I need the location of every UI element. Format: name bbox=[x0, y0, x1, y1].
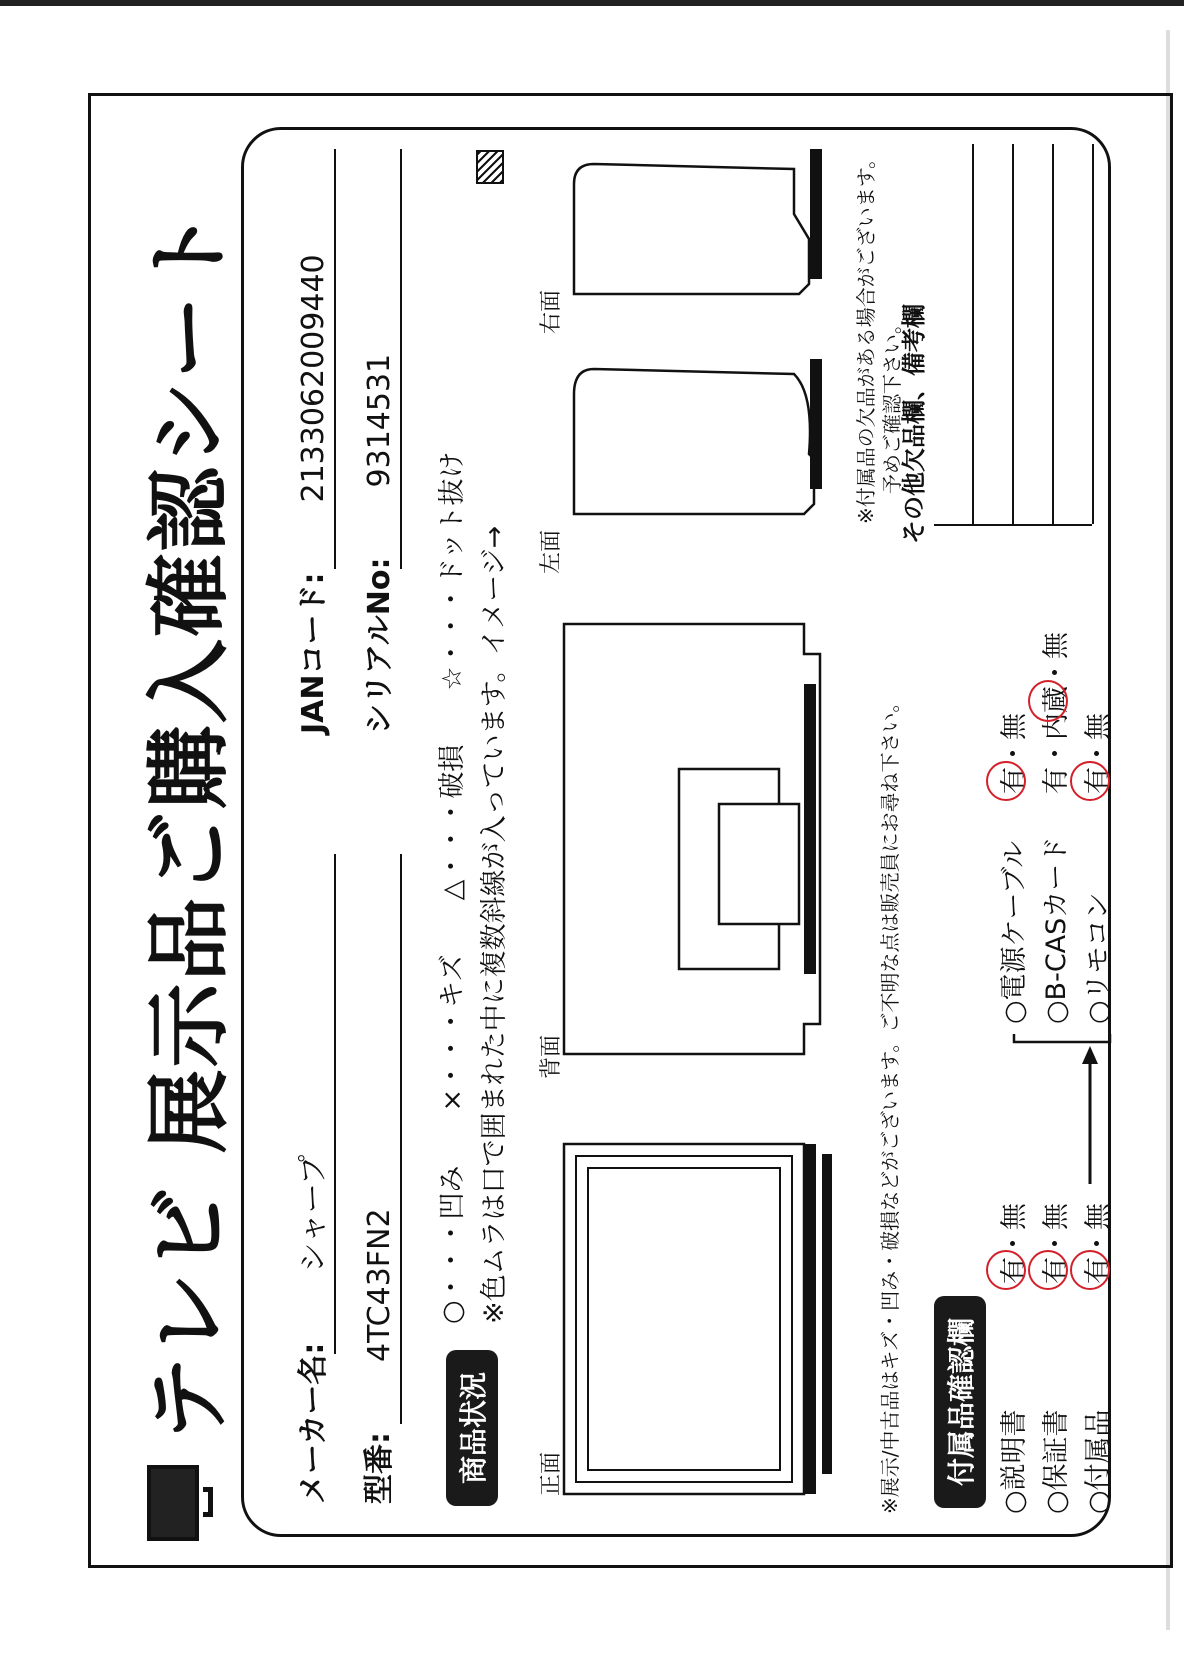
power-cable-yes-no: 有・無 bbox=[999, 713, 1030, 794]
bracket-arrow bbox=[1014, 1034, 1114, 1184]
model-underline bbox=[400, 854, 402, 1424]
jan-field bbox=[288, 254, 332, 734]
serial-field bbox=[354, 354, 398, 734]
confirmation-sheet bbox=[88, 93, 1173, 1568]
accessories-heading: 付属品確認欄 bbox=[934, 1296, 986, 1508]
back-label: 背面 bbox=[539, 1034, 564, 1079]
jan-value: 2133062009440 bbox=[296, 254, 331, 503]
bcas-label: ○B-CASカード bbox=[1041, 836, 1072, 1024]
power-cable-label: ○電源ケーブル bbox=[999, 840, 1030, 1024]
remarks-lines bbox=[934, 144, 1094, 524]
condition-heading: 商品状況 bbox=[446, 1350, 498, 1506]
tv-icon bbox=[147, 1463, 217, 1541]
accessories-label: ○付属品 bbox=[1083, 1409, 1114, 1514]
right-label: 右面 bbox=[539, 289, 564, 334]
jan-label: JANコード: bbox=[296, 572, 331, 734]
maker-field bbox=[288, 1155, 332, 1504]
remarks-label: その他欠品欄、備考欄 bbox=[900, 304, 928, 544]
scan-top-edge bbox=[0, 0, 1184, 6]
warranty-check-mark bbox=[1028, 1250, 1068, 1290]
accessories-check-mark bbox=[1070, 1250, 1110, 1290]
model-field bbox=[354, 1208, 398, 1504]
condition-legend: ○・・・凹み ×・・・キズ △・・・破損 ☆・・・ドット抜け bbox=[437, 451, 468, 1324]
serial-value: 9314531 bbox=[362, 353, 397, 488]
notice-accessories-2: 予めご確認下さい。 bbox=[880, 314, 904, 494]
maker-underline bbox=[334, 854, 336, 1354]
bcas-check-mark bbox=[1028, 680, 1068, 722]
maker-label: メーカー名: bbox=[296, 1342, 331, 1504]
front-label: 正面 bbox=[539, 1451, 564, 1496]
form-body bbox=[241, 127, 1114, 1537]
remote-check-mark bbox=[1070, 761, 1110, 801]
bcas-options: 有・内蔵・無 bbox=[1041, 632, 1072, 794]
condition-note: ※色ムラは口で囲まれた中に複数斜線が入っています。イメージ→ bbox=[479, 525, 510, 1324]
serial-underline bbox=[400, 149, 402, 569]
manual-yes-no: 有・無 bbox=[999, 1203, 1030, 1284]
manual-label: ○説明書 bbox=[999, 1409, 1030, 1514]
jan-underline bbox=[334, 149, 336, 569]
serial-label: シリアルNo: bbox=[362, 557, 397, 734]
remote-label: ○リモコン bbox=[1083, 892, 1114, 1024]
maker-value: シャープ bbox=[296, 1154, 331, 1273]
power-cable-check-mark bbox=[986, 761, 1026, 801]
notice-scratches: ※展示/中古品はキズ・凹み・破損などがございます。ご不明な点は販売員にお尋ね下さい。 bbox=[878, 692, 902, 1514]
accessories-yes-no: 有・無 bbox=[1083, 1203, 1114, 1284]
sheet-title: テレビ 展示品ご購入確認シート bbox=[139, 207, 238, 1441]
manual-check-mark bbox=[986, 1250, 1026, 1290]
model-value: 4TC43FN2 bbox=[362, 1208, 397, 1362]
model-label: 型番: bbox=[362, 1432, 397, 1504]
sheet-header bbox=[127, 207, 237, 1541]
warranty-yes-no: 有・無 bbox=[1041, 1203, 1072, 1284]
notice-accessories: ※付属品の欠品がある場合がございます。 bbox=[854, 148, 878, 524]
remote-yes-no: 有・無 bbox=[1083, 713, 1114, 794]
left-label: 左面 bbox=[539, 529, 564, 574]
remarks-left-edge bbox=[934, 524, 1092, 526]
color-unevenness-swatch bbox=[476, 150, 504, 184]
warranty-label: ○保証書 bbox=[1041, 1409, 1072, 1514]
